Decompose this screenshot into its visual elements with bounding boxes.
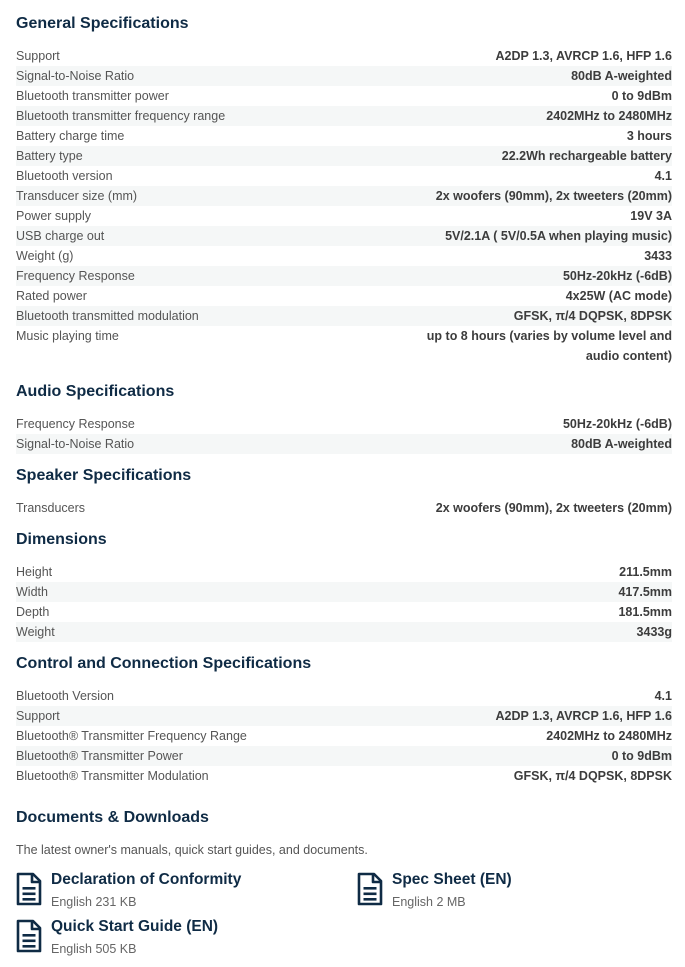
- doc-quick-start-guide[interactable]: [16, 917, 357, 958]
- spec-value: GFSK, π/4 DQPSK, 8DPSK: [513, 309, 672, 323]
- spec-value: 181.5mm: [618, 605, 672, 619]
- spec-label: Support: [16, 49, 60, 63]
- section-title: General Specifications: [16, 15, 189, 32]
- doc-meta: English 505 KB: [51, 942, 137, 956]
- spec-label: Support: [16, 709, 60, 723]
- spec-label: Bluetooth® Transmitter Modulation: [16, 769, 209, 783]
- spec-value: 0 to 9dBm: [611, 89, 672, 103]
- spec-label: Bluetooth® Transmitter Frequency Range: [16, 729, 247, 743]
- spec-row: [16, 246, 672, 266]
- spec-value: A2DP 1.3, AVRCP 1.6, HFP 1.6: [495, 709, 672, 723]
- spec-value: 5V/2.1A ( 5V/0.5A when playing music): [445, 229, 672, 243]
- spec-value: 3433g: [636, 625, 672, 639]
- spec-value: 80dB A-weighted: [571, 437, 672, 451]
- spec-label: Frequency Response: [16, 417, 135, 431]
- spec-row: [16, 622, 672, 642]
- doc-list: [16, 870, 672, 958]
- spec-table: [16, 562, 672, 642]
- spec-row: [16, 326, 672, 366]
- documents-downloads: [0, 786, 685, 958]
- doc-meta: English 2 MB: [392, 895, 466, 909]
- spec-value: 2402MHz to 2480MHz: [546, 729, 672, 743]
- spec-value: 417.5mm: [618, 585, 672, 599]
- spec-label: Height: [16, 565, 53, 579]
- spec-row: [16, 562, 672, 582]
- spec-label: Rated power: [16, 289, 87, 303]
- spec-row: [16, 746, 672, 766]
- spec-row: [16, 434, 672, 454]
- spec-label: Bluetooth transmitter power: [16, 89, 169, 103]
- doc-title[interactable]: Spec Sheet (EN): [392, 871, 512, 888]
- spec-row: [16, 498, 672, 518]
- spec-row: [16, 286, 672, 306]
- spec-value: 2x woofers (90mm), 2x tweeters (20mm): [435, 189, 672, 203]
- spec-row: [16, 706, 672, 726]
- spec-row: [16, 306, 672, 326]
- spec-label: Music playing time: [16, 329, 119, 343]
- spec-label: Bluetooth transmitted modulation: [16, 309, 199, 323]
- spec-row: [16, 126, 672, 146]
- docs-intro: The latest owner's manuals, quick start guides, and documents.: [16, 843, 368, 857]
- spec-value: 22.2Wh rechargeable battery: [501, 149, 672, 163]
- spec-value: 50Hz-20kHz (-6dB): [562, 269, 672, 283]
- spec-row: [16, 766, 672, 786]
- spec-value: 211.5mm: [619, 565, 672, 579]
- spec-label: Bluetooth transmitter frequency range: [16, 109, 226, 123]
- audio-specifications: [0, 366, 685, 454]
- spec-label: Transducers: [16, 501, 86, 515]
- spec-label: Width: [16, 585, 48, 599]
- spec-table: [16, 498, 672, 518]
- section-title: Speaker Specifications: [16, 467, 192, 484]
- spec-value: 3433: [644, 249, 672, 263]
- section-title: Documents & Downloads: [16, 809, 209, 826]
- spec-table: [16, 46, 672, 366]
- general-specifications: [0, 0, 685, 366]
- spec-value: 50Hz-20kHz (-6dB): [562, 417, 672, 431]
- spec-row: [16, 266, 672, 286]
- spec-label: Weight: [16, 625, 55, 639]
- section-title: Control and Connection Specifications: [16, 655, 312, 672]
- spec-value: 0 to 9dBm: [611, 749, 672, 763]
- spec-row: [16, 726, 672, 746]
- spec-value: 4.1: [654, 689, 672, 703]
- spec-row: [16, 46, 672, 66]
- spec-row: [16, 186, 672, 206]
- spec-row: [16, 226, 672, 246]
- doc-meta: English 231 KB: [51, 895, 137, 909]
- spec-value: GFSK, π/4 DQPSK, 8DPSK: [513, 769, 672, 783]
- spec-value: 80dB A-weighted: [571, 69, 672, 83]
- spec-value: 3 hours: [626, 129, 672, 143]
- spec-label: Weight (g): [16, 249, 74, 263]
- spec-label: Transducer size (mm): [16, 189, 138, 203]
- doc-declaration-of-conformity[interactable]: [16, 870, 357, 911]
- spec-table: [16, 686, 672, 786]
- spec-label: USB charge out: [16, 229, 105, 243]
- spec-row: [16, 602, 672, 622]
- doc-title[interactable]: Declaration of Conformity: [51, 871, 242, 888]
- spec-value: 4.1: [654, 169, 672, 183]
- doc-title[interactable]: Quick Start Guide (EN): [51, 918, 219, 935]
- doc-spec-sheet[interactable]: [357, 870, 657, 911]
- spec-label: Signal-to-Noise Ratio: [16, 69, 135, 83]
- spec-row: [16, 582, 672, 602]
- spec-value: 4x25W (AC mode): [565, 289, 672, 303]
- speaker-specifications: [0, 454, 685, 518]
- spec-row: [16, 206, 672, 226]
- spec-label: Frequency Response: [16, 269, 135, 283]
- dimensions: [0, 518, 685, 642]
- spec-label: Signal-to-Noise Ratio: [16, 437, 135, 451]
- spec-value: A2DP 1.3, AVRCP 1.6, HFP 1.6: [495, 49, 672, 63]
- spec-label: Power supply: [16, 209, 92, 223]
- spec-row: [16, 66, 672, 86]
- spec-row: [16, 106, 672, 126]
- spec-label: Bluetooth version: [16, 169, 113, 183]
- spec-value: 2x woofers (90mm), 2x tweeters (20mm): [435, 501, 672, 515]
- section-title: Audio Specifications: [16, 383, 175, 400]
- spec-value: up to 8 hours (varies by volume level and audio content): [426, 329, 672, 363]
- control-connection-specifications: [0, 642, 685, 786]
- section-title: Dimensions: [16, 531, 107, 548]
- spec-row: [16, 166, 672, 186]
- document-icon: [16, 872, 42, 906]
- spec-value: 2402MHz to 2480MHz: [546, 109, 672, 123]
- spec-label: Battery charge time: [16, 129, 125, 143]
- spec-label: Depth: [16, 605, 50, 619]
- spec-label: Battery type: [16, 149, 83, 163]
- spec-table: [16, 414, 672, 454]
- document-icon: [357, 872, 383, 906]
- spec-row: [16, 146, 672, 166]
- spec-row: [16, 414, 672, 434]
- spec-label: Bluetooth® Transmitter Power: [16, 749, 183, 763]
- spec-value: 19V 3A: [630, 209, 672, 223]
- spec-row: [16, 86, 672, 106]
- document-icon: [16, 919, 42, 953]
- spec-row: [16, 686, 672, 706]
- spec-label: Bluetooth Version: [16, 689, 114, 703]
